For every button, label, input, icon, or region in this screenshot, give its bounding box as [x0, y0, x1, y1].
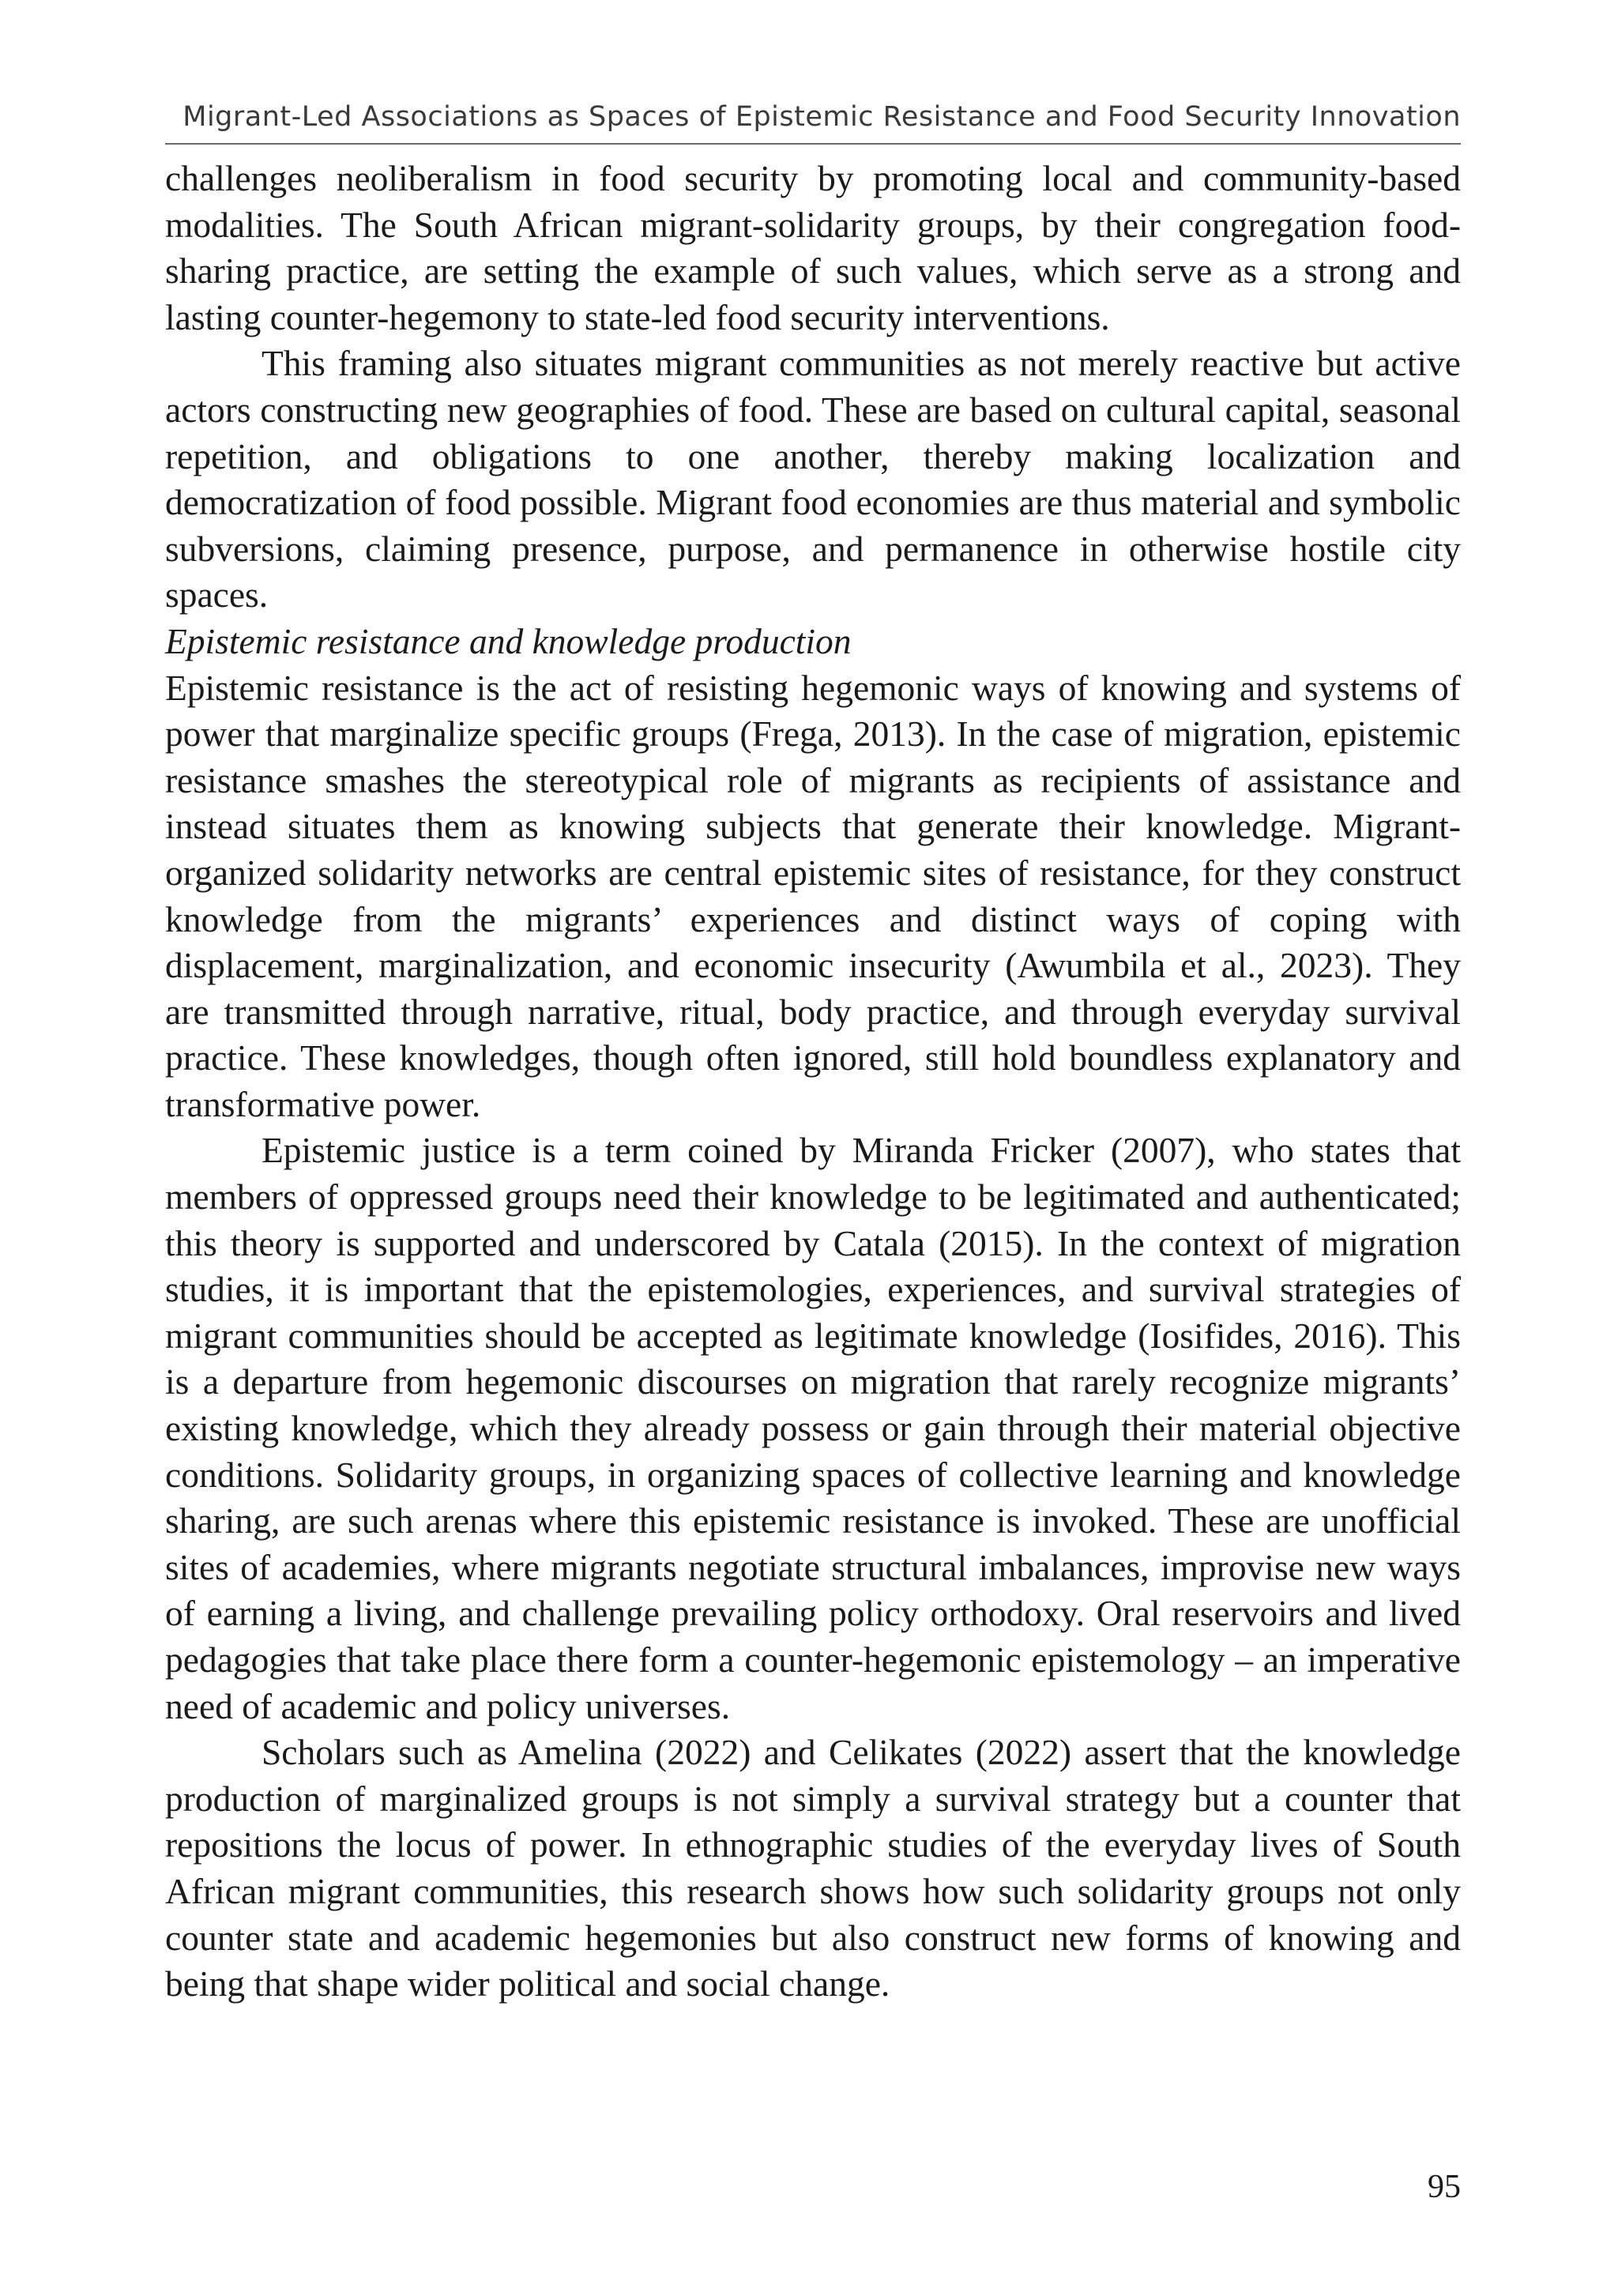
paragraph-continued: challenges neoliberalism in food security by promoting local and community-based modalities. The South African migrant-solidarity groups, by their congregation food-sharing practice, are setting the example of such values, which serve as a strong and lasting counter-hegemony to state-led food security interventions. — [165, 158, 1461, 337]
paragraph: Epistemic resistance is the act of resisting hegemonic ways of knowing and systems of power that marginalize specific groups (Frega, 2013). In the case of migration, epistemic resistance smashes the stereotypical role of migrants as recipients of assistance and instead situates them as knowing subjects that generate their knowledge. Migrant-organized solidarity networks are central epistemic sites of resistance, for they construct knowledge from the migrants’ experiences and distinct ways of coping with displacement, marginalization, and economic insecurity (Awumbila et al., 2023). They are transmitted through narrative, ritual, body practice, and through everyday survival practice. These knowledges, though often ignored, still hold boundless explanatory and transformative power. — [165, 667, 1461, 1124]
paragraph: Epistemic justice is a term coined by Miranda Fricker (2007), who states that members of oppressed groups need their knowledge to be legitimated and authenticated; this theory is supported and underscored by Catala (2015). In the context of migration studies, it is important that the epistemologies, experiences, and survival strategies of migrant communities should be accepted as legitimate knowledge (Iosifides, 2016). This is a departure from hegemonic discourses on migration that rarely recognize migrants’ existing knowledge, which they already possess or gain through their material objective conditions. Solidarity groups, in organizing spaces of collective learning and knowledge sharing, are such arenas where this epistemic resistance is invoked. These are unofficial sites of academies, where migrants negotiate structural imbalances, improvise new ways of earning a living, and challenge prevailing policy orthodoxy. Oral reservoirs and lived pedagogies that take place there form a counter-hegemonic epistemology – an imperative need of academic and policy universes. — [165, 1130, 1461, 1726]
header-divider — [165, 143, 1461, 145]
section-heading: Epistemic resistance and knowledge production — [165, 620, 852, 661]
page-number: 95 — [1428, 2169, 1461, 2205]
paragraph: This framing also situates migrant communities as not merely reactive but active actors constructing new geographies of food. These are based on cultural capital, seasonal repetition, and obligations to one another, thereby making localization and democratization of food possible. Migrant food economies are thus material and symbolic subversions, claiming presence, purpose, and permanence in otherwise hostile city spaces. — [165, 343, 1461, 615]
paragraph: Scholars such as Amelina (2022) and Celikates (2022) assert that the knowledge production of marginalized groups is not simply a survival strategy but a counter that repositions the locus of power. In ethnographic studies of the everyday lives of South African migrant communities, this research shows how such solidarity groups not only counter state and academic hegemonies but also construct new forms of knowing and being that shape wider political and social change. — [165, 1732, 1461, 2004]
running-header: Migrant-Led Associations as Spaces of Epistemic Resistance and Food Security Innovation — [182, 101, 1461, 133]
document-page — [165, 0, 1461, 2296]
body-text — [165, 156, 1461, 2008]
